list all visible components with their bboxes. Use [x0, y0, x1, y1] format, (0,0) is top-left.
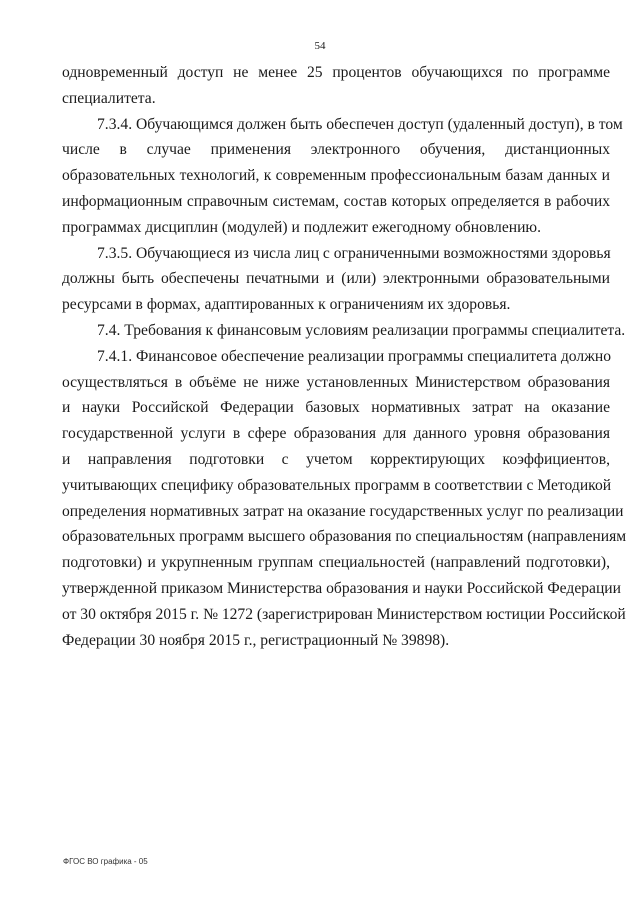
- text-line: от 30 октября 2015 г. № 1272 (зарегистрирован Министерством юстиции Российской: [62, 605, 626, 623]
- text-line: и науки Российской Федерации базовых нормативных затрат на оказание: [62, 399, 610, 417]
- text-line: ресурсами в формах, адаптированных к ограничениям их здоровья.: [62, 296, 511, 314]
- paragraph: [62, 344, 627, 654]
- text-line: образовательных программ высшего образования по специальностям (направлениям: [62, 528, 627, 546]
- text-line: государственной услуги в сфере образования для данного уровня образования: [62, 425, 610, 443]
- text-line: 7.3.5. Обучающиеся из числа лиц с ограниченными возможностями здоровья: [97, 244, 611, 262]
- text-line: одновременный доступ не менее 25 процентов обучающихся по программе: [62, 64, 610, 81]
- text-line: специалитета.: [62, 89, 156, 107]
- text-line: 7.4.1. Финансовое обеспечение реализации программы специалитета должно: [97, 347, 612, 365]
- text-line: 7.4. Требования к финансовым условиям реализации программы специалитета.: [97, 321, 626, 339]
- paragraph: [62, 60, 610, 112]
- text-line: должны быть обеспечены печатными и (или) электронными образовательными: [62, 270, 610, 288]
- text-line: информационным справочным системам, состав которых определяется в рабочих: [62, 192, 610, 210]
- text-line: учитывающих специфику образовательных программ в соответствии с Методикой: [62, 476, 612, 494]
- text-line: осуществляться в объёме не ниже установленных Министерством образования: [62, 373, 610, 391]
- page-number: 54: [314, 40, 326, 52]
- text-line: подготовки) и укрупненным группам специальностей (направлений подготовки),: [62, 554, 610, 572]
- text-line: определения нормативных затрат на оказание государственных услуг по реализации: [62, 502, 624, 520]
- text-line: числе в случае применения электронного обучения, дистанционных: [62, 141, 610, 159]
- text-line: программах дисциплин (модулей) и подлежит ежегодному обновлению.: [62, 218, 541, 236]
- text-line: образовательных технологий, к современным профессиональным базам данных и: [62, 167, 610, 185]
- text-line: и направления подготовки с учетом корректирующих коэффициентов,: [62, 450, 610, 468]
- text-line: утвержденной приказом Министерства образования и науки Российской Федерации: [62, 579, 621, 597]
- paragraph: [62, 241, 610, 318]
- text-line: 7.3.4. Обучающимся должен быть обеспечен доступ (удаленный доступ), в том: [97, 115, 623, 133]
- page-footer: ФГОС ВО графика - 05: [63, 857, 148, 866]
- document-body: [62, 60, 627, 653]
- paragraph: [62, 112, 623, 241]
- text-line: Федерации 30 ноября 2015 г., регистрационный № 39898).: [62, 631, 450, 649]
- paragraph: [62, 318, 626, 344]
